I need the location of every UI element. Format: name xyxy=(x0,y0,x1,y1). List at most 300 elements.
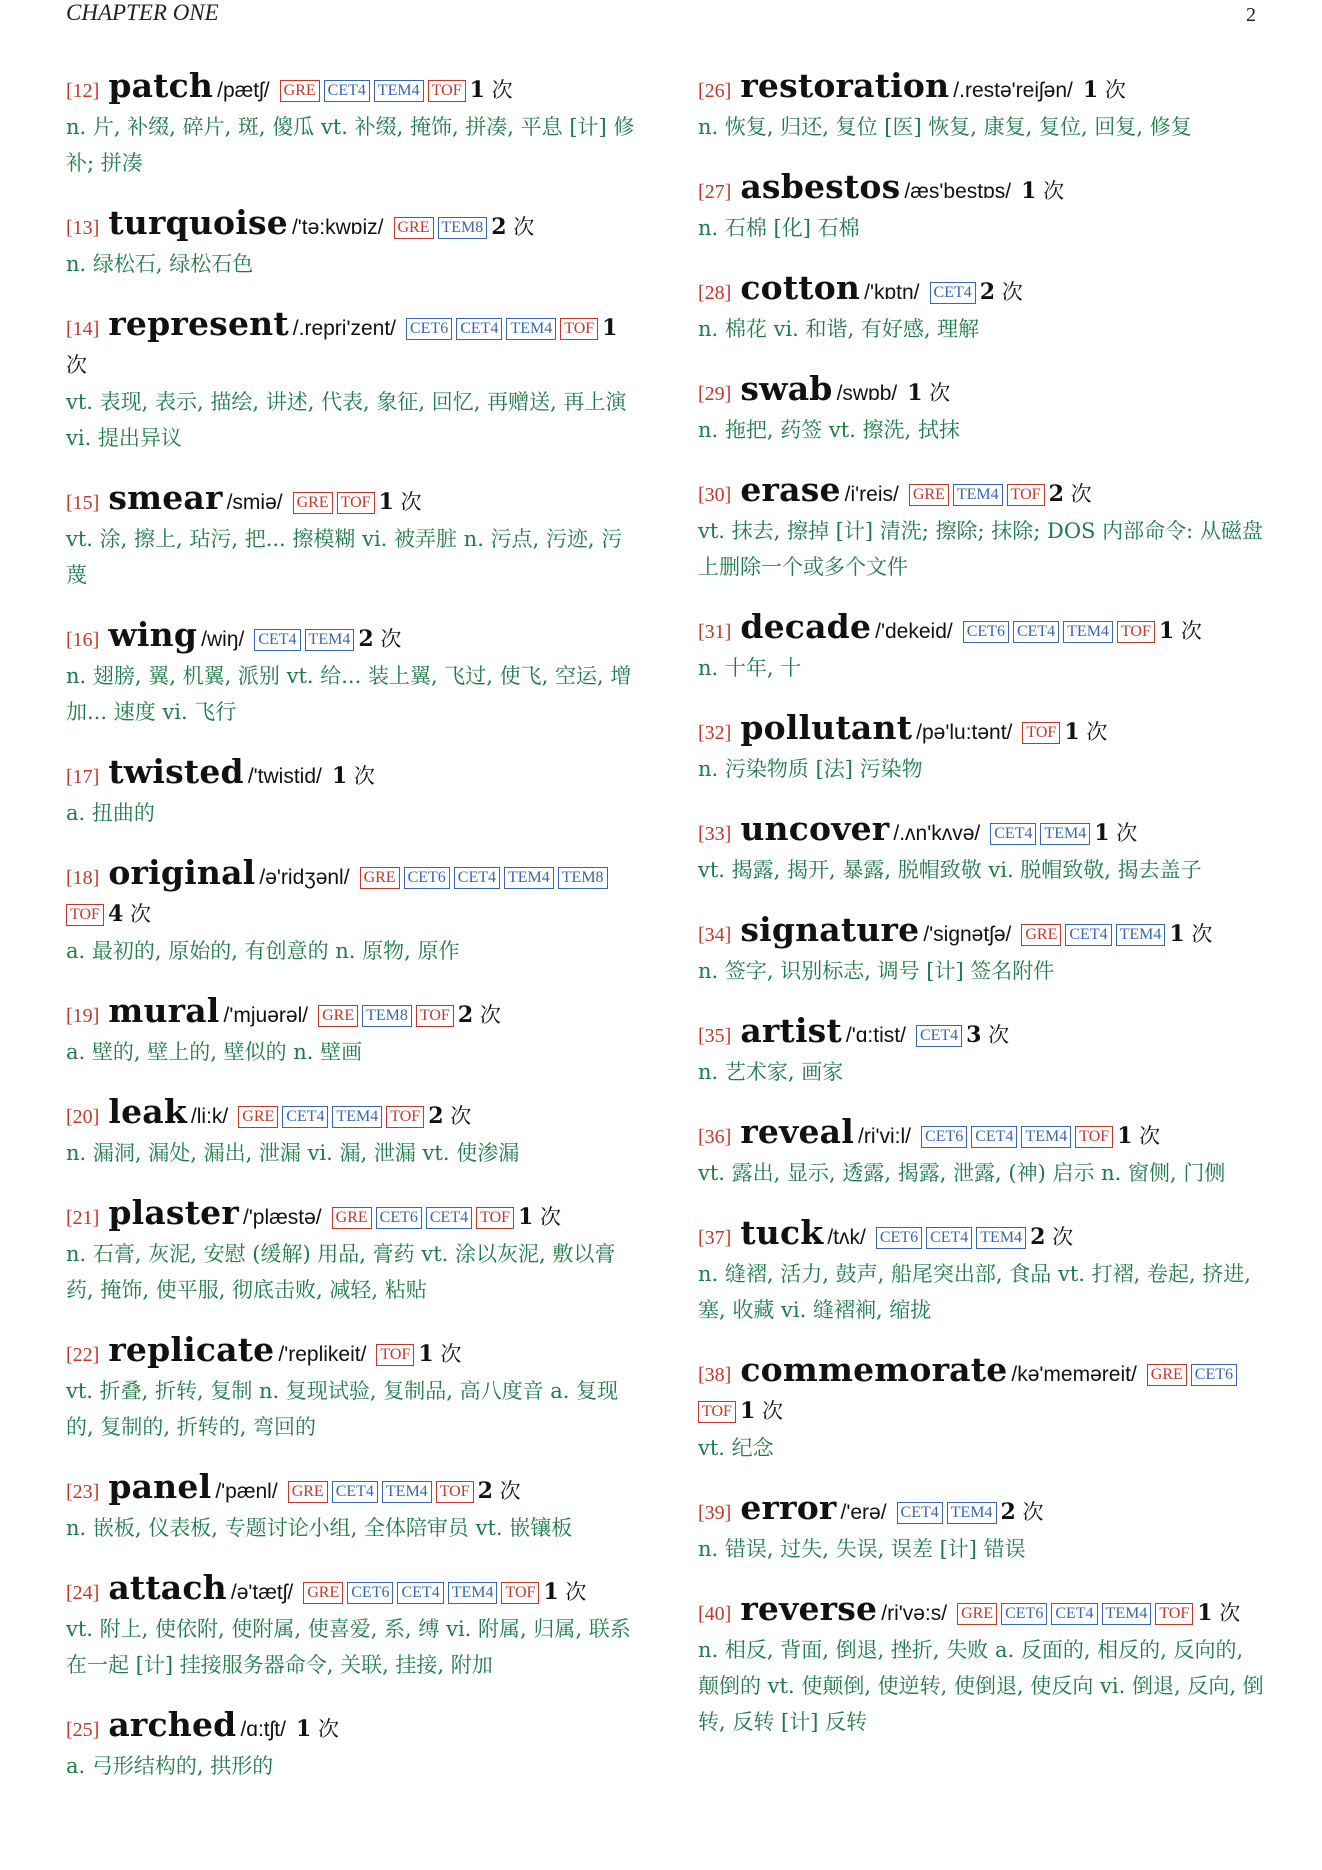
count-unit: 次 xyxy=(761,1399,783,1423)
entry-number: [13] xyxy=(66,217,100,239)
definition: a. 扭曲的 xyxy=(66,801,155,825)
entry-number: [22] xyxy=(66,1344,100,1366)
count-unit: 次 xyxy=(565,1580,587,1604)
exam-tag-badge: TEM4 xyxy=(504,867,554,889)
occurrence-count xyxy=(1159,619,1202,643)
vocab-entry xyxy=(66,68,638,181)
vocab-entry xyxy=(698,1013,1270,1090)
entry-headline xyxy=(698,1114,1270,1155)
exam-tag-badge: TOF xyxy=(560,318,598,340)
entry-headline xyxy=(66,993,638,1034)
definition: n. 艺术家, 画家 xyxy=(698,1060,844,1084)
exam-tag-badge: CET6 xyxy=(963,621,1009,643)
vocab-entry xyxy=(698,270,1270,347)
vocab-entry xyxy=(66,306,638,456)
exam-tag-badge: CET4 xyxy=(426,1207,472,1229)
exam-tag-badge: CET4 xyxy=(332,1481,378,1503)
phonetic: /.restə'reiʃən/ xyxy=(953,79,1073,102)
phonetic: /ə'tætʃ/ xyxy=(230,1581,294,1604)
exam-tag-badge: GRE xyxy=(293,492,333,514)
count-unit: 次 xyxy=(1191,922,1213,946)
exam-tag-badge: CET6 xyxy=(406,318,452,340)
vocab-entry xyxy=(66,1707,638,1784)
vocab-entry xyxy=(66,1195,638,1308)
phonetic: /swɒb/ xyxy=(836,382,898,405)
count-number: 1 xyxy=(518,1204,534,1230)
vocab-entry xyxy=(66,1469,638,1546)
count-unit: 次 xyxy=(1086,720,1108,744)
entry-number: [25] xyxy=(66,1719,100,1741)
exam-tag-badge: GRE xyxy=(332,1207,372,1229)
exam-tag-badge: CET4 xyxy=(897,1502,943,1524)
page-number: 2 xyxy=(1246,4,1256,26)
count-number: 2 xyxy=(457,1002,474,1028)
vocab-entry xyxy=(66,1570,638,1683)
entry-headline xyxy=(66,754,638,795)
definition: vt. 揭露, 揭开, 暴露, 脱帽致敬 vi. 脱帽致敬, 揭去盖子 xyxy=(698,858,1202,882)
count-number: 1 xyxy=(1064,719,1080,745)
count-unit: 次 xyxy=(1070,482,1092,506)
entry-number: [16] xyxy=(66,629,100,651)
exam-tag-badge: GRE xyxy=(318,1005,358,1027)
definition: n. 恢复, 归还, 复位 [医] 恢复, 康复, 复位, 回复, 修复 xyxy=(698,115,1192,139)
phonetic: /ri'vi:l/ xyxy=(858,1125,912,1148)
definition: n. 漏洞, 漏处, 漏出, 泄漏 vi. 漏, 泄漏 vt. 使渗漏 xyxy=(66,1141,520,1165)
definition: a. 最初的, 原始的, 有创意的 n. 原物, 原作 xyxy=(66,939,460,963)
exam-tag-badge: CET4 xyxy=(926,1227,972,1249)
phonetic: /'mjuərəl/ xyxy=(223,1004,309,1027)
occurrence-count xyxy=(108,902,151,926)
phonetic: /'dekeid/ xyxy=(875,620,953,643)
count-number: 1 xyxy=(378,489,394,515)
entry-number: [35] xyxy=(698,1025,732,1047)
definition: n. 石膏, 灰泥, 安慰 (缓解) 用品, 膏药 vt. 涂以灰泥, 敷以膏药, 掩饰, 使平服, 彻底击败, 减轻, 粘贴 xyxy=(66,1242,616,1302)
occurrence-count xyxy=(458,1003,501,1027)
headword: smear xyxy=(108,478,223,517)
exam-tag-badge: TOF xyxy=(476,1207,514,1229)
phonetic: /pə'lu:tənt/ xyxy=(916,721,1013,744)
headword: leak xyxy=(108,1092,187,1131)
occurrence-count xyxy=(543,1580,586,1604)
count-number: 1 xyxy=(739,1398,756,1424)
phonetic: /kə'meməreit/ xyxy=(1011,1363,1137,1386)
vocab-entry xyxy=(698,1114,1270,1191)
phonetic: /li:k/ xyxy=(190,1105,229,1128)
vocab-entry xyxy=(698,1215,1270,1328)
count-unit: 次 xyxy=(450,1104,472,1128)
exam-tag-badge: TEM4 xyxy=(374,80,424,102)
vocab-entry xyxy=(66,993,638,1070)
vocab-entry xyxy=(66,754,638,831)
definition: n. 错误, 过失, 失误, 误差 [计] 错误 xyxy=(698,1537,1026,1561)
phonetic: /'tə:kwɒiz/ xyxy=(291,216,384,239)
exam-tag-badge: TEM4 xyxy=(506,318,556,340)
count-unit: 次 xyxy=(513,215,535,239)
definition: vt. 露出, 显示, 透露, 揭露, 泄露, (神) 启示 n. 窗侧, 门侧 xyxy=(698,1161,1226,1185)
count-number: 2 xyxy=(491,214,507,240)
entry-number: [15] xyxy=(66,492,100,514)
count-unit: 次 xyxy=(491,78,513,102)
entry-headline xyxy=(698,1591,1270,1632)
entry-headline xyxy=(66,1332,638,1373)
entry-number: [14] xyxy=(66,318,100,340)
phonetic: /.ʌn'kʌvə/ xyxy=(893,822,981,845)
definition: n. 片, 补缀, 碎片, 斑, 傻瓜 vt. 补缀, 掩饰, 拼凑, 平息 [计] 修补; 拼凑 xyxy=(66,115,635,175)
occurrence-count xyxy=(296,1717,339,1741)
exam-tag-badge: TOF xyxy=(66,904,104,926)
entry-number: [32] xyxy=(698,722,732,744)
entry-number: [27] xyxy=(698,181,732,203)
occurrence-count xyxy=(1030,1225,1073,1249)
headword: mural xyxy=(108,991,220,1030)
exam-tag-badge: TEM4 xyxy=(953,484,1003,506)
headword: twisted xyxy=(108,752,244,791)
entry-number: [34] xyxy=(698,924,732,946)
exam-tag-badge: CET4 xyxy=(456,318,502,340)
occurrence-count xyxy=(1117,1124,1160,1148)
count-number: 3 xyxy=(966,1022,982,1048)
occurrence-count xyxy=(428,1104,471,1128)
entry-number: [21] xyxy=(66,1207,100,1229)
occurrence-count xyxy=(1021,179,1064,203)
entry-headline xyxy=(66,306,638,384)
entry-number: [31] xyxy=(698,621,732,643)
definition: vt. 涂, 擦上, 玷污, 把... 擦模糊 vi. 被弄脏 n. 污点, 污迹, 污蔑 xyxy=(66,527,623,587)
headword: decade xyxy=(740,607,872,646)
vocab-entry xyxy=(698,1352,1270,1466)
definition: n. 缝褶, 活力, 鼓声, 船尾突出部, 食品 vt. 打褶, 卷起, 挤进, 塞, 收藏 vi. 缝褶裥, 缩拢 xyxy=(698,1262,1251,1322)
exam-tag-badge: GRE xyxy=(909,484,949,506)
exam-tag-badge: GRE xyxy=(394,217,434,239)
entry-headline xyxy=(698,371,1270,412)
count-number: 1 xyxy=(602,315,618,341)
count-unit: 次 xyxy=(66,353,87,377)
occurrence-count xyxy=(478,1479,521,1503)
count-number: 2 xyxy=(979,279,996,305)
headword: signature xyxy=(740,910,920,949)
count-number: 2 xyxy=(1048,481,1064,507)
entry-number: [26] xyxy=(698,80,732,102)
vocab-entry xyxy=(66,1094,638,1171)
exam-tag-badge: TOF xyxy=(386,1106,424,1128)
exam-tag-badge: TOF xyxy=(428,80,466,102)
entry-headline xyxy=(698,472,1270,513)
entry-headline xyxy=(66,68,638,109)
vocab-entry xyxy=(698,371,1270,448)
definition: n. 相反, 背面, 倒退, 挫折, 失败 a. 反面的, 相反的, 反向的, 颠倒的 vt. 使颠倒, 使逆转, 使倒退, 使反向 vi. 倒退, 反向, 倒转, 反转 [计] 反转 xyxy=(698,1638,1264,1734)
exam-tag-badge: GRE xyxy=(303,1582,343,1604)
occurrence-count xyxy=(907,381,950,405)
phonetic: /æs'bestɒs/ xyxy=(904,180,1012,203)
definition: vt. 纪念 xyxy=(698,1436,774,1460)
definition: a. 弓形结构的, 拱形的 xyxy=(66,1754,274,1778)
exam-tag-badge: CET4 xyxy=(1051,1603,1097,1625)
exam-tag-badge: TOF xyxy=(1155,1603,1193,1625)
exam-tag-badge: TEM4 xyxy=(947,1502,997,1524)
occurrence-count xyxy=(1049,482,1092,506)
count-unit: 次 xyxy=(129,902,151,926)
exam-tag-badge: GRE xyxy=(280,80,320,102)
occurrence-count xyxy=(980,280,1023,304)
entry-headline xyxy=(698,270,1270,311)
entry-headline xyxy=(698,912,1270,953)
count-number: 1 xyxy=(1021,178,1037,204)
count-number: 1 xyxy=(543,1579,559,1605)
entry-number: [33] xyxy=(698,823,732,845)
count-unit: 次 xyxy=(1139,1124,1161,1148)
exam-tag-badge: TOF xyxy=(416,1005,454,1027)
headword: tuck xyxy=(740,1213,824,1252)
vocab-entry xyxy=(698,912,1270,989)
occurrence-count xyxy=(1001,1500,1044,1524)
exam-tag-badge: TEM4 xyxy=(382,1481,432,1503)
definition: a. 壁的, 壁上的, 壁似的 n. 壁画 xyxy=(66,1040,363,1064)
definition: vt. 抹去, 擦掉 [计] 清洗; 擦除; 抹除; DOS 内部命令: 从磁盘上删除一个或多个文件 xyxy=(698,519,1263,579)
headword: restoration xyxy=(740,66,950,105)
entry-number: [29] xyxy=(698,383,732,405)
entry-number: [37] xyxy=(698,1227,732,1249)
definition: n. 嵌板, 仪表板, 专题讨论小组, 全体陪审员 vt. 嵌镶板 xyxy=(66,1516,573,1540)
phonetic: /'signətʃə/ xyxy=(923,923,1012,946)
occurrence-count xyxy=(379,490,422,514)
definition: n. 拖把, 药签 vt. 擦洗, 拭抹 xyxy=(698,418,960,442)
entry-headline xyxy=(66,1469,638,1510)
count-number: 1 xyxy=(1169,921,1185,947)
occurrence-count xyxy=(518,1205,561,1229)
vocab-entry xyxy=(698,811,1270,888)
count-number: 2 xyxy=(358,626,374,652)
entry-number: [19] xyxy=(66,1005,100,1027)
count-unit: 次 xyxy=(1180,619,1202,643)
count-number: 2 xyxy=(1000,1499,1016,1525)
exam-tag-badge: CET4 xyxy=(1013,621,1059,643)
phonetic: /smiə/ xyxy=(226,491,283,514)
entry-number: [18] xyxy=(66,867,100,889)
exam-tag-badge: CET4 xyxy=(1065,924,1111,946)
headword: error xyxy=(740,1488,837,1527)
occurrence-count xyxy=(966,1023,1009,1047)
vocab-entry xyxy=(698,68,1270,145)
headword: reverse xyxy=(740,1589,878,1628)
definition: vt. 附上, 使依附, 使附属, 使喜爱, 系, 缚 vi. 附属, 归属, 联系在一起 [计] 挂接服务器命令, 关联, 挂接, 附加 xyxy=(66,1617,631,1677)
count-unit: 次 xyxy=(1104,78,1126,102)
exam-tag-badge: CET6 xyxy=(347,1582,393,1604)
entry-number: [20] xyxy=(66,1106,100,1128)
entry-headline xyxy=(66,1570,638,1611)
exam-tag-badge: TOF xyxy=(1007,484,1045,506)
count-number: 2 xyxy=(477,1478,493,1504)
exam-tag-badge: TOF xyxy=(1075,1126,1113,1148)
headword: turquoise xyxy=(108,203,288,242)
headword: commemorate xyxy=(740,1350,1008,1389)
exam-tag-badge: CET4 xyxy=(454,867,500,889)
exam-tag-badge: CET6 xyxy=(921,1126,967,1148)
exam-tag-badge: GRE xyxy=(360,867,400,889)
entry-number: [40] xyxy=(698,1603,732,1625)
phonetic: /wiŋ/ xyxy=(201,628,245,651)
entry-headline xyxy=(698,169,1270,210)
entry-headline xyxy=(66,480,638,521)
count-number: 1 xyxy=(1197,1600,1213,1626)
exam-tag-badge: TEM4 xyxy=(976,1227,1026,1249)
headword: arched xyxy=(108,1705,237,1744)
entry-headline xyxy=(698,1215,1270,1256)
headword: asbestos xyxy=(740,167,901,206)
phonetic: /'replikeit/ xyxy=(278,1343,367,1366)
exam-tag-badge: GRE xyxy=(288,1481,328,1503)
exam-tag-badge: GRE xyxy=(1147,1364,1187,1386)
exam-tag-badge: TOF xyxy=(698,1401,736,1423)
left-column xyxy=(66,68,638,1808)
vocab-entry xyxy=(66,617,638,730)
exam-tag-badge: TEM4 xyxy=(1102,1603,1152,1625)
count-unit: 次 xyxy=(1052,1225,1074,1249)
count-unit: 次 xyxy=(988,1023,1010,1047)
entry-headline xyxy=(66,1707,638,1748)
headword: wing xyxy=(108,615,198,654)
count-unit: 次 xyxy=(380,627,402,651)
exam-tag-badge: CET4 xyxy=(930,282,976,304)
headword: swab xyxy=(740,369,833,408)
count-unit: 次 xyxy=(1043,179,1065,203)
exam-tag-badge: TOF xyxy=(337,492,375,514)
entry-headline xyxy=(698,1490,1270,1531)
exam-tag-badge: CET6 xyxy=(1191,1364,1237,1386)
entry-number: [12] xyxy=(66,80,100,102)
count-number: 1 xyxy=(295,1716,312,1742)
vocab-entry xyxy=(66,205,638,282)
count-number: 1 xyxy=(907,380,923,406)
occurrence-count xyxy=(1169,922,1212,946)
entry-number: [38] xyxy=(698,1364,732,1386)
exam-tag-badge: CET4 xyxy=(324,80,370,102)
phonetic: /pætʃ/ xyxy=(217,79,270,102)
exam-tag-badge: CET6 xyxy=(376,1207,422,1229)
entry-headline xyxy=(698,609,1270,650)
definition: n. 石棉 [化] 石棉 xyxy=(698,216,860,240)
headword: artist xyxy=(740,1011,842,1050)
occurrence-count xyxy=(358,627,401,651)
count-number: 2 xyxy=(428,1103,444,1129)
phonetic: /ɑ:tʃt/ xyxy=(240,1718,286,1741)
phonetic: /'twistid/ xyxy=(247,765,322,788)
headword: erase xyxy=(740,470,841,509)
phonetic: /i'reis/ xyxy=(844,483,899,506)
entry-headline xyxy=(66,1195,638,1236)
count-unit: 次 xyxy=(929,381,951,405)
entry-number: [30] xyxy=(698,484,732,506)
exam-tag-badge: TEM4 xyxy=(305,629,355,651)
exam-tag-badge: TEM4 xyxy=(1116,924,1166,946)
exam-tag-badge: CET4 xyxy=(397,1582,443,1604)
entry-number: [17] xyxy=(66,766,100,788)
definition: n. 污染物质 [法] 污染物 xyxy=(698,757,923,781)
headword: patch xyxy=(108,66,214,105)
entry-number: [23] xyxy=(66,1481,100,1503)
phonetic: /'plæstə/ xyxy=(242,1206,322,1229)
exam-tag-badge: TEM4 xyxy=(1063,621,1113,643)
entry-headline xyxy=(66,205,638,246)
exam-tag-badge: GRE xyxy=(238,1106,278,1128)
exam-tag-badge: TEM8 xyxy=(558,867,608,889)
definition: n. 十年, 十 xyxy=(698,656,802,680)
vocab-entry xyxy=(698,609,1270,686)
occurrence-count xyxy=(1083,78,1126,102)
phonetic: /.repri'zent/ xyxy=(292,317,396,340)
exam-tag-badge: CET6 xyxy=(876,1227,922,1249)
vocab-entry xyxy=(698,169,1270,246)
count-number: 1 xyxy=(469,77,485,103)
headword: replicate xyxy=(108,1330,275,1369)
exam-tag-badge: TEM4 xyxy=(1040,823,1090,845)
count-number: 1 xyxy=(1082,77,1099,103)
exam-tag-badge: TEM8 xyxy=(438,217,488,239)
chapter-title: CHAPTER ONE xyxy=(66,0,219,25)
exam-tag-badge: TEM4 xyxy=(1021,1126,1071,1148)
exam-tag-badge: TOF xyxy=(501,1582,539,1604)
phonetic: /'erə/ xyxy=(840,1501,887,1524)
phonetic: /ri'və:s/ xyxy=(881,1602,948,1625)
entry-number: [36] xyxy=(698,1126,732,1148)
exam-tag-badge: TOF xyxy=(1117,621,1155,643)
occurrence-count xyxy=(1197,1601,1240,1625)
count-unit: 次 xyxy=(499,1479,521,1503)
occurrence-count xyxy=(332,764,375,788)
exam-tag-badge: TOF xyxy=(376,1344,414,1366)
entry-headline xyxy=(66,855,638,933)
exam-tag-badge: CET6 xyxy=(1001,1603,1047,1625)
count-number: 1 xyxy=(1117,1123,1133,1149)
phonetic: /'kɒtn/ xyxy=(864,281,920,304)
occurrence-count xyxy=(1064,720,1107,744)
phonetic: /'pænl/ xyxy=(215,1480,278,1503)
vocab-entry xyxy=(698,472,1270,585)
vocab-entry xyxy=(698,1490,1270,1567)
count-unit: 次 xyxy=(1116,821,1138,845)
exam-tag-badge: CET4 xyxy=(971,1126,1017,1148)
headword: plaster xyxy=(108,1193,239,1232)
occurrence-count xyxy=(491,215,534,239)
definition: n. 棉花 vi. 和谐, 有好感, 理解 xyxy=(698,317,980,341)
definition: vt. 表现, 表示, 描绘, 讲述, 代表, 象征, 回忆, 再赠送, 再上演 vi. 提出异议 xyxy=(66,390,627,450)
vocab-entry xyxy=(66,480,638,593)
headword: panel xyxy=(108,1467,212,1506)
exam-tag-badge: TOF xyxy=(1022,722,1060,744)
vocab-entry xyxy=(66,1332,638,1445)
vocab-entry xyxy=(698,710,1270,787)
occurrence-count xyxy=(418,1342,461,1366)
count-number: 2 xyxy=(1030,1224,1046,1250)
occurrence-count xyxy=(740,1399,783,1423)
entry-number: [24] xyxy=(66,1582,100,1604)
count-unit: 次 xyxy=(1022,1500,1044,1524)
occurrence-count xyxy=(1094,821,1137,845)
count-unit: 次 xyxy=(400,490,422,514)
headword: cotton xyxy=(740,268,861,307)
exam-tag-badge: GRE xyxy=(1021,924,1061,946)
count-number: 1 xyxy=(331,763,348,789)
count-unit: 次 xyxy=(1219,1601,1241,1625)
headword: represent xyxy=(108,304,289,343)
headword: uncover xyxy=(740,809,890,848)
headword: reveal xyxy=(740,1112,854,1151)
occurrence-count xyxy=(470,78,513,102)
entry-headline xyxy=(698,68,1270,109)
count-number: 4 xyxy=(107,901,124,927)
phonetic: /tʌk/ xyxy=(827,1226,866,1249)
count-unit: 次 xyxy=(440,1342,462,1366)
count-unit: 次 xyxy=(353,764,375,788)
